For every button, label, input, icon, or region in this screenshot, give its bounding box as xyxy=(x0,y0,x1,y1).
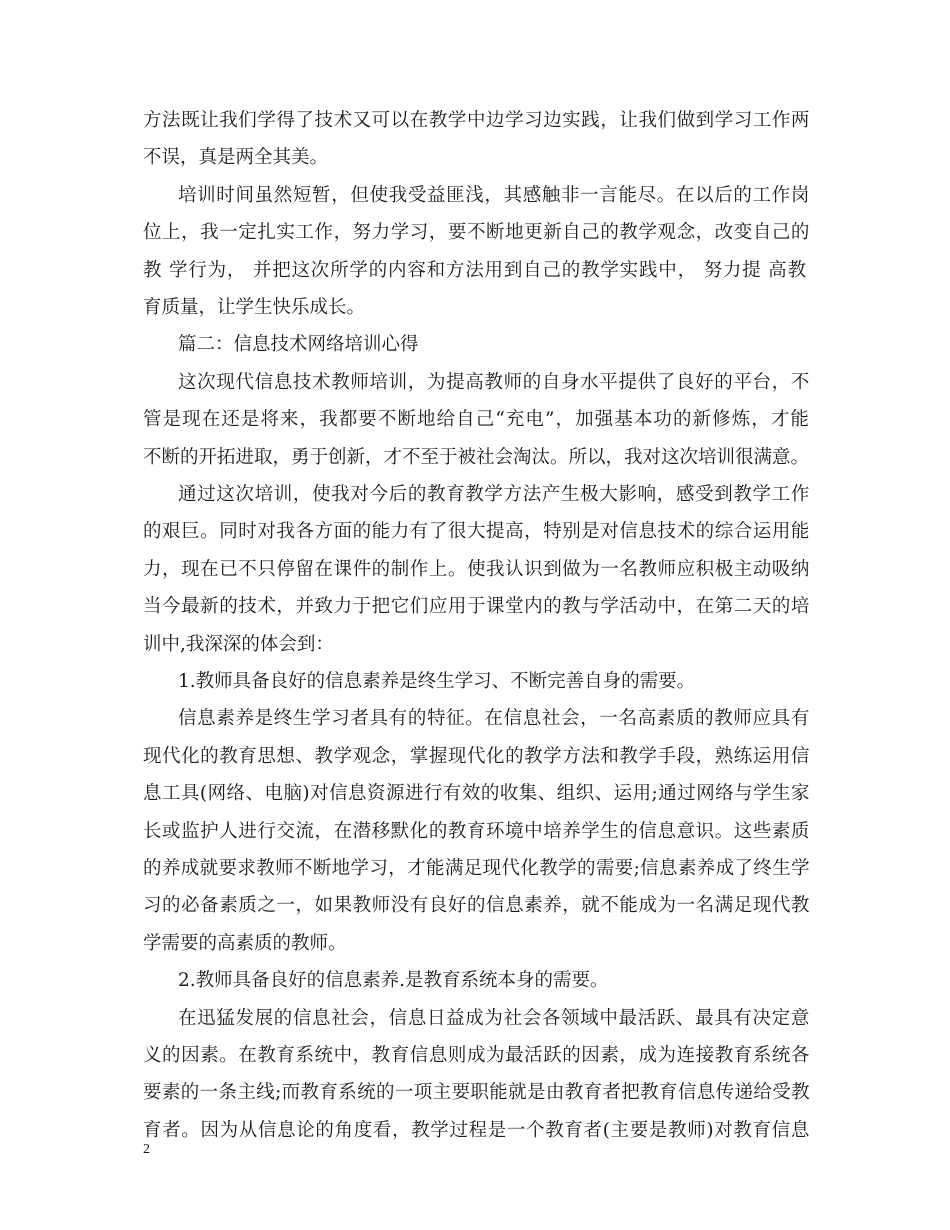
text-line: 习的必备素质之一，如果教师没有良好的信息素养，就不能成为一名满足现代教 xyxy=(143,895,810,917)
text-line: 当今最新的技术，并致力于把它们应用于课堂内的教与学活动中，在第二天的培 xyxy=(143,596,810,618)
text-line: 现代化的教育思想、教学观念，掌握现代化的教学方法和教学手段，熟练运用信 xyxy=(143,745,810,767)
text-line: 教 学行为， 并把这次所学的内容和方法用到自己的教学实践中， 努力提 高教 xyxy=(143,259,807,281)
text-line: 管是现在还是将来，我都要不断地给自己“充电”，加强基本功的新修炼，才能 xyxy=(143,409,810,431)
text-line: 育质量，让学生快乐成长。 xyxy=(143,297,366,318)
text-line: 的养成就要求教师不断地学习，才能满足现代化教学的需要;信息素养成了终生学 xyxy=(143,858,810,879)
text-line: 不断的开拓进取，勇于创新，才不至于被社会淘汰。所以，我对这次培训很满意。 xyxy=(143,446,810,468)
text-line: 义的因素。在教育系统中，教育信息则成为最活跃的因素，成为连接教育系统各 xyxy=(143,1045,810,1066)
text-line: 息工具(网络、电脑)对信息资源进行有效的收集、组织、运用;通过网络与学生家 xyxy=(143,783,810,805)
text-line: 长或监护人进行交流，在潜移默化的教育环境中培养学生的信息意识。这些素质 xyxy=(143,820,810,842)
numbered-point: 2.教师具备良好的信息素养.是教育系统本身的需要。 xyxy=(178,970,609,992)
text-line: 不误，真是两全其美。 xyxy=(143,147,329,169)
section-heading: 篇二：信息技术网络培训心得 xyxy=(178,334,419,356)
numbered-point: 1.教师具备良好的信息素养是终生学习、不断完善自身的需要。 xyxy=(178,671,696,692)
text-line: 这次现代信息技术教师培训，为提高教师的自身水平提供了良好的平台，不 xyxy=(178,371,810,393)
text-line: 学需要的高素质的教师。 xyxy=(143,932,347,954)
page-number: 2 xyxy=(143,1142,150,1157)
text-line: 育者。因为从信息论的角度看，教学过程是一个教育者(主要是教师)对教育信息 xyxy=(143,1119,810,1141)
text-line: 方法既让我们学得了技术又可以在教学中边学习边实践，让我们做到学习工作两 xyxy=(143,110,810,131)
text-line: 在迅猛发展的信息社会，信息日益成为社会各领域中最活跃、最具有决定意 xyxy=(178,1007,810,1029)
text-line: 要素的一条主线;而教育系统的一项主要职能就是由教育者把教育信息传递给受教 xyxy=(143,1082,810,1104)
text-line: 信息素养是终生学习者具有的特征。在信息社会，一名高素质的教师应具有 xyxy=(178,708,810,730)
text-line: 训中,我深深的体会到： xyxy=(143,633,334,655)
text-line: 力，现在已不只停留在课件的制作上。使我认识到做为一名教师应积极主动吸纳 xyxy=(143,558,810,580)
text-line: 培训时间虽然短暂，但使我受益匪浅，其感触非一言能尽。在以后的工作岗 xyxy=(178,184,810,206)
text-line: 通过这次培训，使我对今后的教育教学方法产生极大影响，感受到教学工作 xyxy=(178,484,810,505)
text-line: 的艰巨。同时对我各方面的能力有了很大提高，特别是对信息技术的综合运用能 xyxy=(143,521,810,543)
text-line: 位上，我一定扎实工作，努力学习，要不断地更新自己的教学观念，改变自己的 xyxy=(143,222,810,244)
